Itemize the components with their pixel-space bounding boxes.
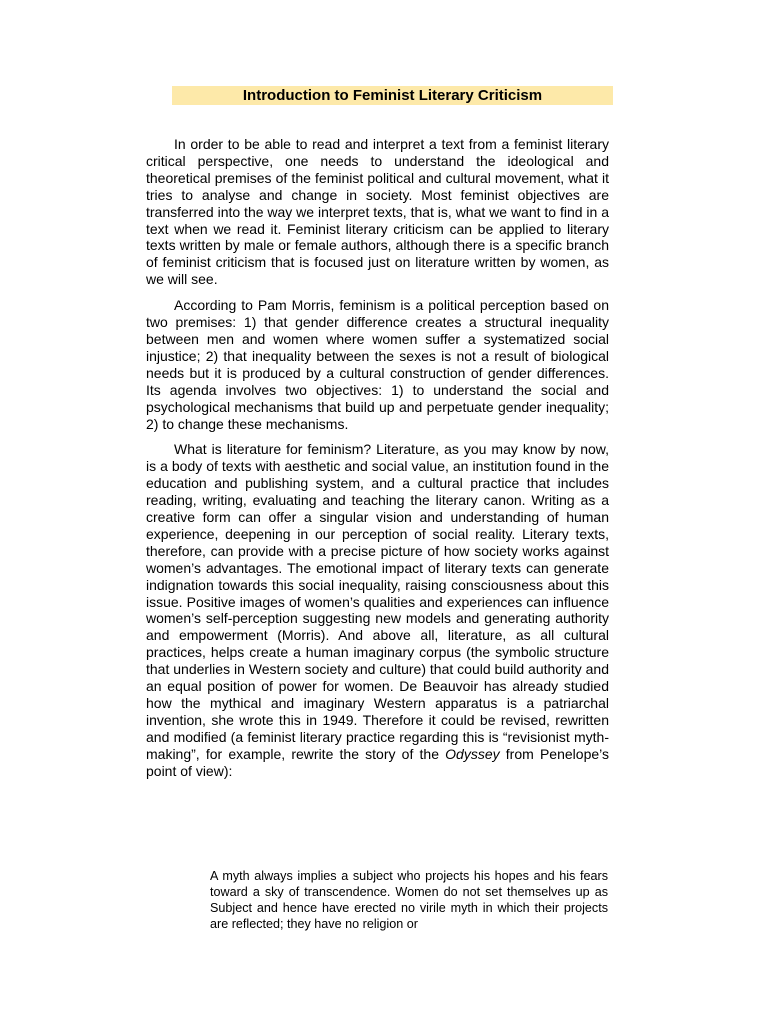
document-body xyxy=(146,136,609,789)
paragraph-2: According to Pam Morris, feminism is a political perception based on two premises: 1) that gender difference creates a structural inequality between men and women where women suffer a systematized social injustice; 2) that inequality between the sexes is not a result of biological needs but it is produced by a cultural construction of gender differences. Its agenda involves two objectives: 1) to understand the social and psychological mechanisms that build up and perpetuate gender inequality; 2) to change these mechanisms. xyxy=(146,297,609,432)
italic-work-title: Odyssey xyxy=(445,745,500,762)
paragraph-1: In order to be able to read and interpret a text from a feminist literary critical perspective, one needs to understand the ideological and theoretical premises of the feminist political and cultural movement, what it tries to analyse and change in society. Most feminist objectives are transferred into the way we interpret texts, that is, what we want to find in a text when we read it. Feminist literary criticism can be applied to literary texts written by male or female authors, although there is a specific branch of feminist criticism that is focused just on literature written by women, as we will see. xyxy=(146,136,610,288)
block-quote-text: A myth always implies a subject who projects his hopes and his fears toward a sky of transcendence. Women do not set themselves up as Subject and hence have erected no virile myth in which their projects are reflected; they have no religion or xyxy=(210,869,608,931)
document-title: Introduction to Feminist Literary Criticism xyxy=(172,86,613,105)
block-quote xyxy=(210,869,608,933)
paragraph-3 xyxy=(146,441,609,779)
paragraph-3-text-end: from Penelope’s point of view): xyxy=(146,745,609,779)
paragraph-3-text-start: What is literature for feminism? Literature, as you may know by now, is a body of texts with aesthetic and social value, an institution found in the education and publishing system, and a cultural practice that includes reading, writing, evaluating and teaching the literary canon. Writing as a creative form can offer a singular vision and understanding of human experience, deepening in our perception of social reality. Literary texts, therefore, can provide with a precise picture of how society works against women’s advantages. The emotional impact of literary texts can generate indignation towards this social inequality, raising consciousness about this issue. Positive images of women’s qualities and experiences can influence women’s self-perception suggesting new models and generating authority and empowerment (Morris). And above all, literature, as all cultural practices, helps create a human imaginary corpus (the symbolic structure that underlies in Western society and culture) that could build authority and an equal position of power for women. De Beauvoir has already studied how the mythical and imaginary Western apparatus is a patriarchal invention, she wrote this in 1949. Therefore it could be revised, rewritten and modified (a feminist literary practice regarding this is “revisionist myth-making”, for example, rewrite the story of the xyxy=(146,441,609,762)
